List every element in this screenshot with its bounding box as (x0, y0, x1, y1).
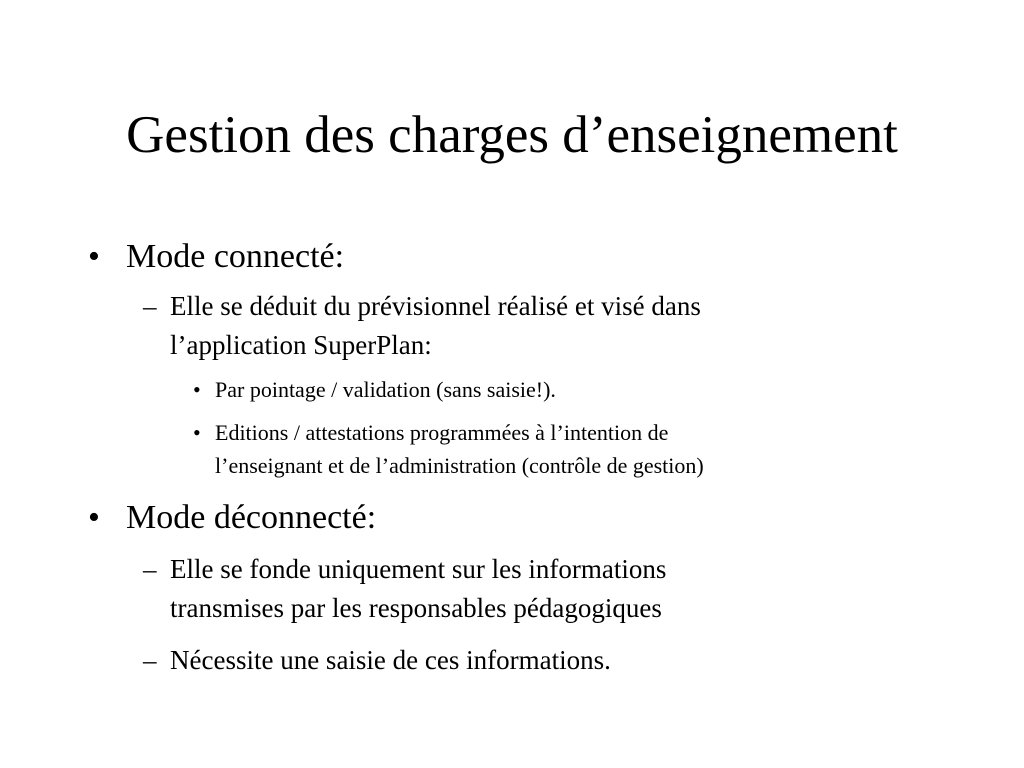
dash-marker: – (143, 291, 157, 321)
sub-item-line-1: Elle se déduit du prévisionnel réalisé et visé dans (170, 291, 701, 321)
slide-title: Gestion des charges d’enseignement (126, 106, 898, 164)
sub-sub-item-line-1: Editions / attestations programmées à l’intention de (215, 420, 669, 445)
bullet-marker: • (88, 238, 100, 275)
sub-sub-item-text: Par pointage / validation (sans saisie!). (215, 377, 556, 402)
sub-item-line-2: l’application SuperPlan: (170, 330, 432, 360)
dash-marker: – (143, 554, 157, 584)
bullet-text: Mode connecté: (126, 238, 345, 275)
sub-item-text: Nécessite une saisie de ces informations. (170, 645, 611, 675)
bullet-marker: • (193, 377, 201, 402)
sub-item-line-1: Elle se fonde uniquement sur les informations (170, 554, 667, 584)
bullet-marker: • (88, 499, 100, 536)
bullet-marker: • (193, 420, 201, 445)
sub-item-line-2: transmises par les responsables pédagogiques (170, 593, 662, 623)
sub-sub-item-line-2: l’enseignant et de l’administration (contrôle de gestion) (215, 453, 704, 478)
dash-marker: – (143, 645, 157, 675)
bullet-text: Mode déconnecté: (126, 499, 377, 536)
